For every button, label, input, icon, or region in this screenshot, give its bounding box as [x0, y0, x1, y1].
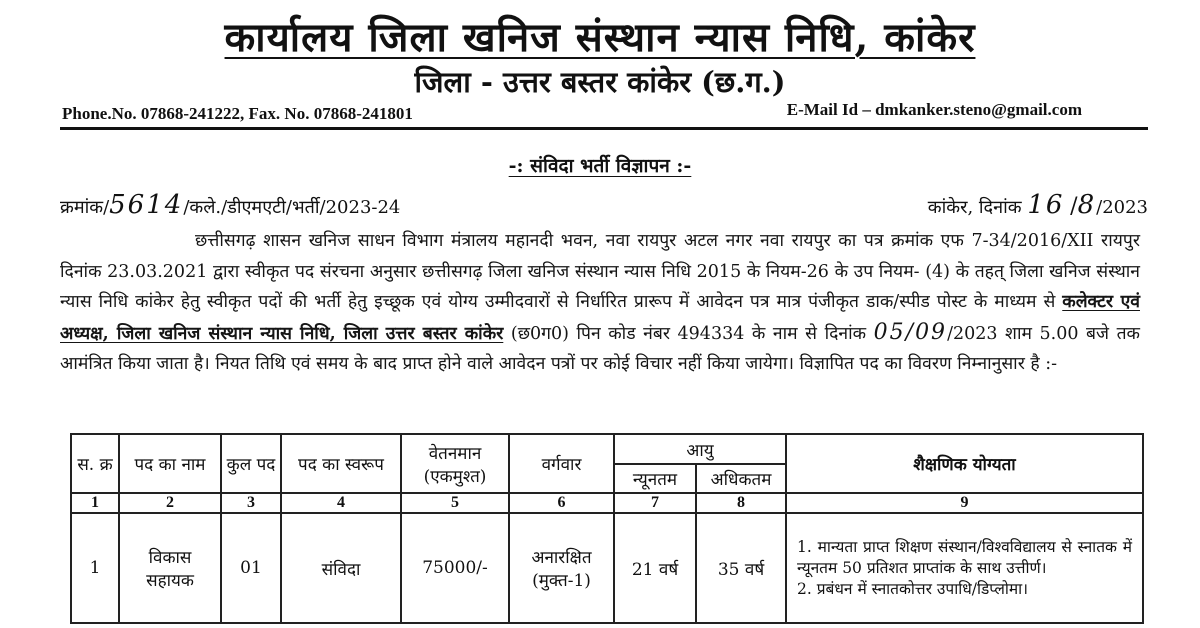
column-number: 7 — [614, 493, 696, 513]
header-category: वर्गवार — [509, 434, 614, 493]
notice-title-text: -: संविदा भर्ती विज्ञापन :- — [508, 155, 692, 177]
office-title: कार्यालय जिला खनिज संस्थान न्यास निधि, कांकेर — [224, 14, 976, 61]
body-part-2: (छ0ग0) पिन कोड नंबर 494334 के नाम से दिनांक — [503, 323, 874, 344]
column-number: 2 — [119, 493, 221, 513]
email-id: E-Mail Id – dmkanker.steno@gmail.com — [786, 100, 1082, 119]
posts-table — [70, 433, 1144, 624]
header-sno: स. क्र — [71, 434, 119, 493]
addressee: कलेक्टर एवं अध्यक्ष, जिला खनिज संस्थान न्यास निधि, जिला उत्तर बस्तर कांकेर — [60, 292, 1140, 344]
header-age-max: अधिकतम — [696, 464, 786, 493]
cell-age-max: 35 वर्ष — [696, 513, 786, 623]
notice-title — [0, 152, 1200, 178]
date-day: 16 — [1027, 190, 1065, 220]
cell-pay: 75000/- — [401, 513, 509, 623]
district-subtitle: जिला - उत्तर बस्तर कांकेर (छ.ग.) — [414, 65, 786, 99]
column-number: 8 — [696, 493, 786, 513]
table-row — [71, 513, 1143, 623]
body-part-1: छत्तीसगढ़ शासन खनिज साधन विभाग मंत्रालय महानदी भवन, नवा रायपुर अटल नगर नवा रायपुर का पत्र क्रमांक एफ 7-34/2016/XII रायपुर दिनांक 23.03.2021 द्वारा स्वीकृत पद संरचना अनुसार छत्तीसगढ़ जिला खनिज संस्थान न्यास निधि 2015 के नियम-26 के उप नियम- (4) के तहत् जिला खनिज संस्थान न्यास निधि कांकेर हेतु स्वीकृत पदों की भर्ती हेतु इच्छूक एवं योग्य उम्मीदवारों से निर्धारित प्रारूप में आवेदन पत्र मात्र पंजीकृत डाक/स्पीड पोस्ट के माध्यम से — [60, 231, 1140, 312]
cell-total-posts: 01 — [221, 513, 281, 623]
deadline-date: 05/09 — [873, 319, 948, 345]
cell-qualification — [786, 513, 1143, 623]
column-number: 1 — [71, 493, 119, 513]
header-divider — [60, 127, 1148, 130]
column-number: 4 — [281, 493, 401, 513]
reference-date: कांकेर, दिनांक 16 /8/2023 — [927, 190, 1148, 220]
date-prefix: कांकेर, दिनांक — [927, 197, 1022, 218]
column-number: 5 — [401, 493, 509, 513]
date-month: 8 — [1077, 190, 1097, 220]
column-number: 6 — [509, 493, 614, 513]
header-pay: वेतनमान (एकमुश्त) — [401, 434, 509, 493]
cell-post-name: विकास सहायक — [119, 513, 221, 623]
column-number-row — [71, 493, 1143, 513]
qualification-item: 1. मान्यता प्राप्त शिक्षण संस्थान/विश्वविद्यालय से स्नातक में न्यूनतम 50 प्रतिशत प्राप्तांक के साथ उत्तीर्ण। — [797, 537, 1132, 577]
cell-sno: 1 — [71, 513, 119, 623]
cell-category: अनारक्षित (मुक्त-1) — [509, 513, 614, 623]
reference-line — [60, 190, 1148, 220]
header-post-name: पद का नाम — [119, 434, 221, 493]
advertisement-body — [60, 226, 1140, 380]
header-qualification: शैक्षणिक योग्यता — [786, 434, 1143, 493]
header-total-posts: कुल पद — [221, 434, 281, 493]
header-post-nature: पद का स्वरूप — [281, 434, 401, 493]
reference-handwritten-number: 5614 — [109, 190, 184, 220]
reference-prefix: क्रमांक/ — [60, 197, 110, 218]
header-age-min: न्यूनतम — [614, 464, 696, 493]
date-year: /2023 — [1096, 197, 1148, 218]
cell-age-min: 21 वर्ष — [614, 513, 696, 623]
body-part-3: /2023 शाम 5.00 बजे तक आमंत्रित किया जाता है। नियत तिथि एवं समय के बाद प्राप्त होने वाले आवेदन पत्रों पर कोई विचार नहीं किया जायेगा। विज्ञापित पद का विवरण निम्नानुसार है :- — [60, 323, 1140, 374]
header-age: आयु — [614, 434, 786, 464]
column-number: 9 — [786, 493, 1143, 513]
qualification-item: 2. प्रबंधन में स्नातकोत्तर उपाधि/डिप्लोमा। — [797, 579, 1029, 598]
column-number: 3 — [221, 493, 281, 513]
phone-fax: Phone.No. 07868-241222, Fax. No. 07868-241801 — [62, 104, 413, 123]
reference-number — [60, 190, 400, 220]
cell-post-nature: संविदा — [281, 513, 401, 623]
reference-suffix: /कले./डीएमएटी/भर्ती/2023-24 — [183, 197, 401, 218]
